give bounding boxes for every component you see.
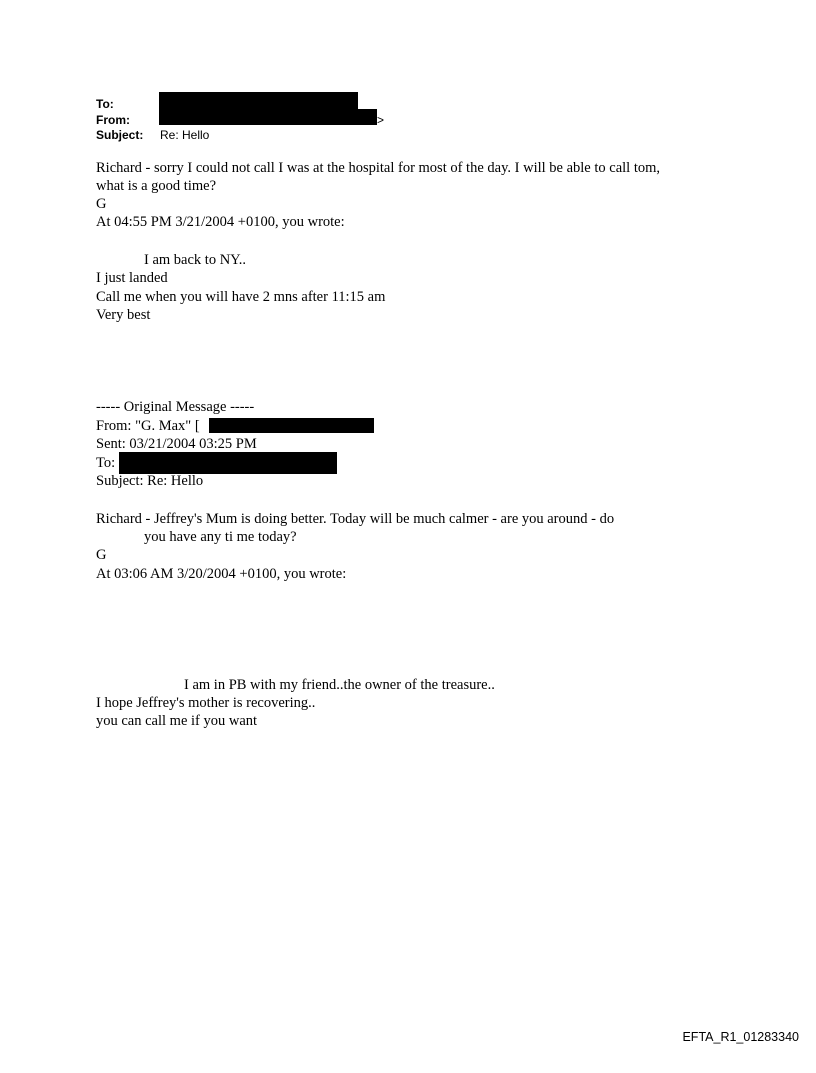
original-attribution: At 03:06 AM 3/20/2004 +0100, you wrote:: [96, 566, 347, 582]
reply-sign: G: [96, 196, 107, 212]
to-label: To:: [96, 97, 114, 111]
original-body-line-2: you have any ti me today?: [144, 529, 297, 545]
redacted-to: [159, 92, 358, 109]
from-suffix: >: [377, 113, 385, 127]
quoted1-line-2: I just landed: [96, 270, 168, 286]
original-sent: Sent: 03/21/2004 03:25 PM: [96, 436, 257, 452]
quoted1-line-3: Call me when you will have 2 mns after 11:15 am: [96, 289, 386, 305]
reply-attribution: At 04:55 PM 3/21/2004 +0100, you wrote:: [96, 214, 345, 230]
original-to: To:: [96, 455, 116, 471]
original-divider: ----- Original Message -----: [96, 399, 255, 415]
redacted-original-to: [119, 452, 337, 474]
original-from: From: "G. Max" [: [96, 418, 200, 434]
original-subject: Subject: Re: Hello: [96, 473, 204, 489]
from-label: From:: [96, 113, 130, 127]
original-body-line-1: Richard - Jeffrey's Mum is doing better. Today will be much calmer - are you around - do: [96, 511, 615, 527]
reply-line-2: what is a good time?: [96, 178, 217, 194]
redacted-from: [159, 109, 377, 125]
quoted1-line-1: I am back to NY..: [144, 252, 247, 268]
quoted2-line-1: I am in PB with my friend..the owner of the treasure..: [184, 677, 495, 693]
redacted-original-from: [209, 418, 374, 433]
subject-label: Subject:: [96, 128, 144, 142]
document-id: EFTA_R1_01283340: [682, 1030, 799, 1044]
subject-value: Re: Hello: [160, 128, 210, 142]
quoted2-line-3: you can call me if you want: [96, 713, 258, 729]
quoted1-line-4: Very best: [96, 307, 151, 323]
quoted2-line-2: I hope Jeffrey's mother is recovering..: [96, 695, 316, 711]
original-sign: G: [96, 547, 107, 563]
reply-line-1: Richard - sorry I could not call I was at the hospital for most of the day. I will be able to call tom,: [96, 160, 661, 176]
